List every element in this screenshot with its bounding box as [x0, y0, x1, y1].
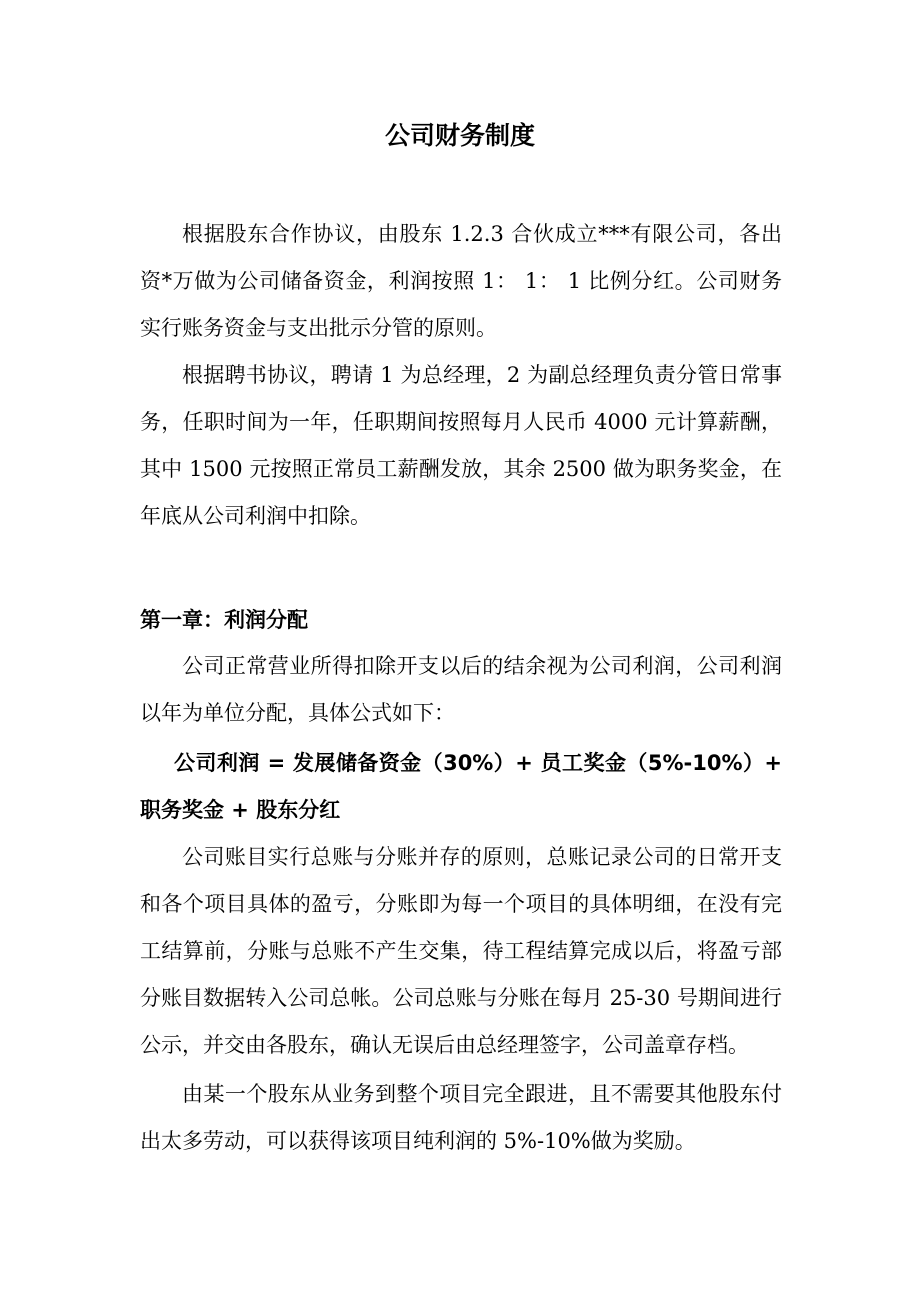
- chapter-1-paragraph-1: 公司正常营业所得扣除开支以后的结余视为公司利润，公司利润以年为单位分配，具体公式如下：: [140, 654, 782, 725]
- chapter-1-paragraph-3: 由某一个股东从业务到整个项目完全跟进，且不需要其他股东付出太多劳动，可以获得该项目纯利润的 5%-10%做为奖励。: [140, 1082, 782, 1153]
- profit-formula: 公司利润 = 发展储备资金（30%）+ 员工奖金（5%-10%）+ 职务奖金 + 股东分红: [140, 751, 782, 822]
- chapter-1-paragraph-2: 公司账目实行总账与分账并存的原则，总账记录公司的日常开支和各个项目具体的盈亏，分账即为每一个项目的具体明细，在没有完工结算前，分账与总账不产生交集，待工程结算完成以后，将盈亏部分账目数据转入公司总帐。公司总账与分账在每月 25-30 号期间进行公示，并交由各股东，确认无误后由总经理签字，公司盖章存档。: [140, 845, 782, 1057]
- document-title: 公司财务制度: [384, 121, 535, 150]
- intro-paragraph-2: 根据聘书协议，聘请 1 为总经理，2 为副总经理负责分管日常事务，任职时间为一年，任职期间按照每月人民币 4000 元计算薪酬，其中 1500 元按照正常员工薪酬发放，其余 2500 做为职务奖金，在年底从公司利润中扣除。: [140, 363, 782, 528]
- chapter-1-heading: 第一章：利润分配: [140, 608, 308, 632]
- intro-paragraph-1: 根据股东合作协议，由股东 1.2.3 合伙成立***有限公司，各出资*万做为公司储备资金，利润按照 1： 1： 1 比例分红。公司财务实行账务资金与支出批示分管的原则。: [140, 222, 782, 340]
